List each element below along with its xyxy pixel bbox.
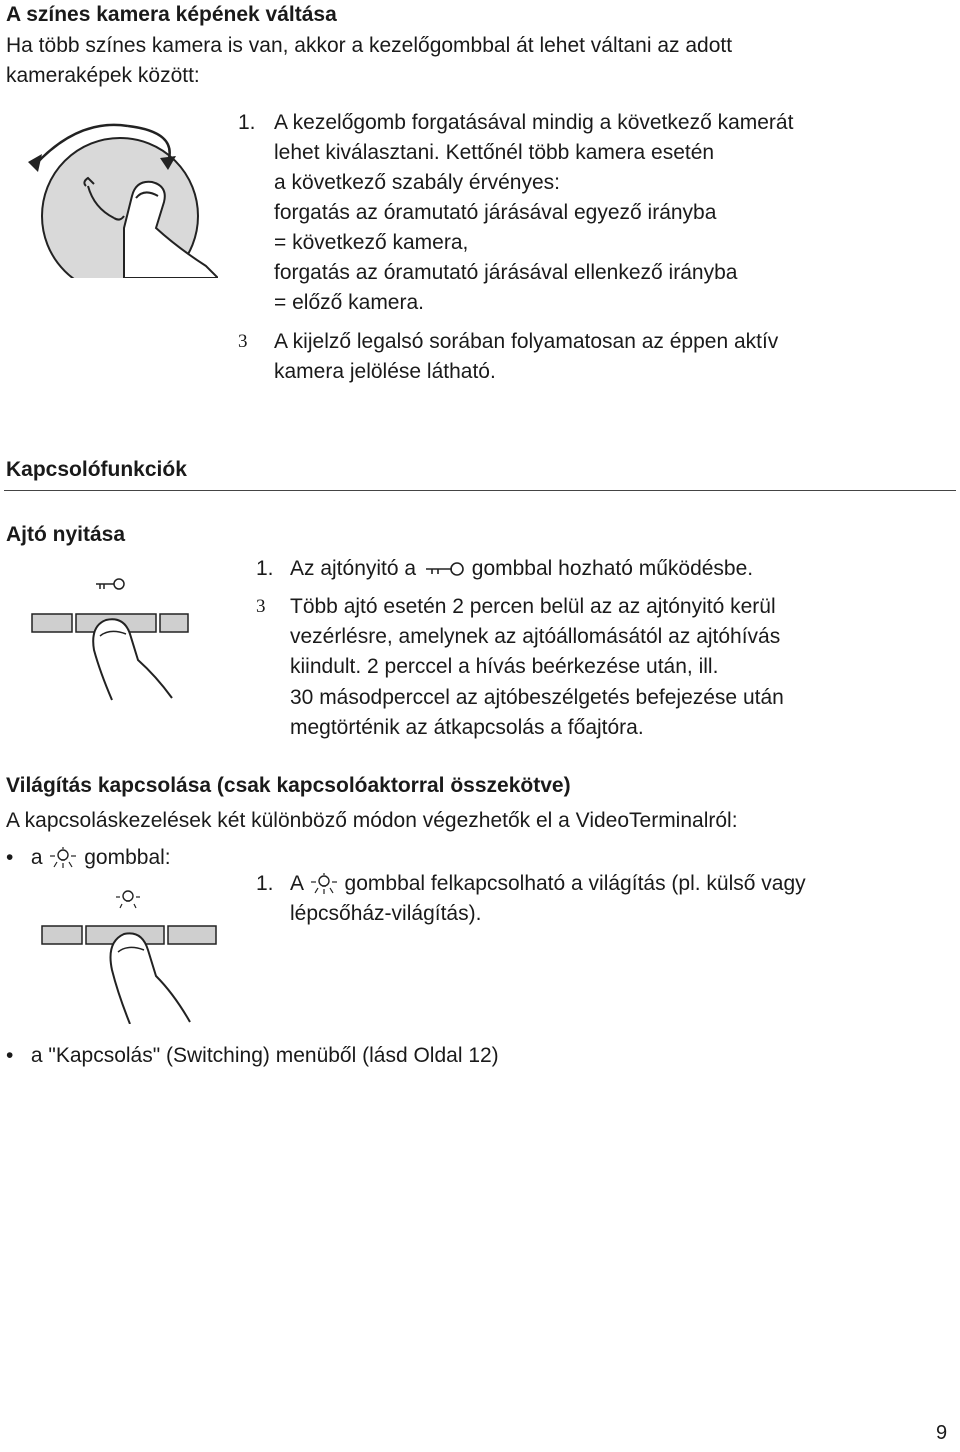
camera-step1-line: A kezelőgomb forgatásával mindig a következő kamerát xyxy=(274,111,794,134)
lighting-bullet1-after: gombbal: xyxy=(84,846,171,869)
camera-step1-line: a következő szabály érvényes: xyxy=(274,171,560,194)
camera-step1-line: forgatás az óramutató járásával egyező irányba xyxy=(274,201,717,224)
light-bulb-icon xyxy=(48,846,78,870)
camera-note-line: A kijelző legalsó sorában folyamatosan az éppen aktív xyxy=(274,330,779,353)
lighting-step1-text xyxy=(290,869,806,899)
camera-step1-line: lehet kiválasztani. Kettőnél több kamera esetén xyxy=(274,141,715,164)
lighting-bullet2-text: a "Kapcsolás" (Switching) menüből (lásd Oldal 12) xyxy=(30,1044,499,1067)
lighting-bullet1-before: a xyxy=(30,846,43,869)
camera-step1-line: = előző kamera. xyxy=(274,291,424,314)
key-icon xyxy=(422,561,466,577)
camera-step1-line: = következő kamera, xyxy=(274,231,469,254)
door-note-line: 30 másodperccel az ajtóbeszélgetés befejezése után xyxy=(290,686,784,709)
camera-intro-line1: Ha több színes kamera is van, akkor a kezelőgombbal át lehet váltani az adott xyxy=(6,34,733,57)
door-step1-text xyxy=(290,554,753,584)
camera-step1-line: forgatás az óramutató járásával ellenkező irányba xyxy=(274,261,738,284)
note-marker: 3 xyxy=(238,331,248,352)
door-note-line: megtörténik az átkapcsolás a főajtóra. xyxy=(290,716,644,739)
light-bulb-icon xyxy=(309,872,339,896)
lighting-step1-after: gombbal felkapcsolható a világítás (pl. külső vagy xyxy=(344,872,806,895)
bullet-dot: • xyxy=(6,846,26,869)
key-icon xyxy=(96,579,124,589)
door-note-line: kiindult. 2 perccel a hívás beérkezése után, ill. xyxy=(290,655,719,678)
section-title-lighting: Világítás kapcsolása (csak kapcsolóaktorral összekötve) xyxy=(6,774,571,797)
lighting-step1-line2: lépcsőház-világítás). xyxy=(290,902,482,925)
camera-note-line: kamera jelölése látható. xyxy=(274,360,496,383)
lighting-bullet1 xyxy=(6,843,171,873)
section-divider xyxy=(4,490,956,491)
bullet-dot: • xyxy=(6,1044,26,1067)
door-step1-before: Az ajtónyitó a xyxy=(290,557,417,580)
door-step1-after: gombbal hozható működésbe. xyxy=(471,557,754,580)
light-bulb-icon xyxy=(116,891,140,908)
lighting-step1-num: 1. xyxy=(256,872,274,895)
door-button-press-icon xyxy=(30,572,190,702)
light-button-press-icon xyxy=(40,884,220,1024)
lighting-step1-before: A xyxy=(290,872,303,895)
section-title-switching: Kapcsolófunkciók xyxy=(6,458,187,481)
subsection-title-door: Ajtó nyitása xyxy=(6,523,126,546)
door-step1-num: 1. xyxy=(256,557,274,580)
note-marker: 3 xyxy=(256,596,266,617)
door-note-line: Több ajtó esetén 2 percen belül az az ajtónyitó kerül xyxy=(290,595,776,618)
rotary-knob-finger-icon xyxy=(28,118,218,278)
lighting-bullet2 xyxy=(6,1041,499,1071)
page-number: 9 xyxy=(936,1422,948,1444)
camera-step1-num: 1. xyxy=(238,111,256,134)
lighting-intro: A kapcsoláskezelések két különböző módon végezhetők el a VideoTerminalról: xyxy=(6,809,738,832)
section-title-camera: A színes kamera képének váltása xyxy=(6,3,337,26)
camera-intro-line2: kameraképek között: xyxy=(6,64,200,87)
door-note-line: vezérlésre, amelynek az ajtóállomásától az ajtóhívás xyxy=(290,625,781,648)
